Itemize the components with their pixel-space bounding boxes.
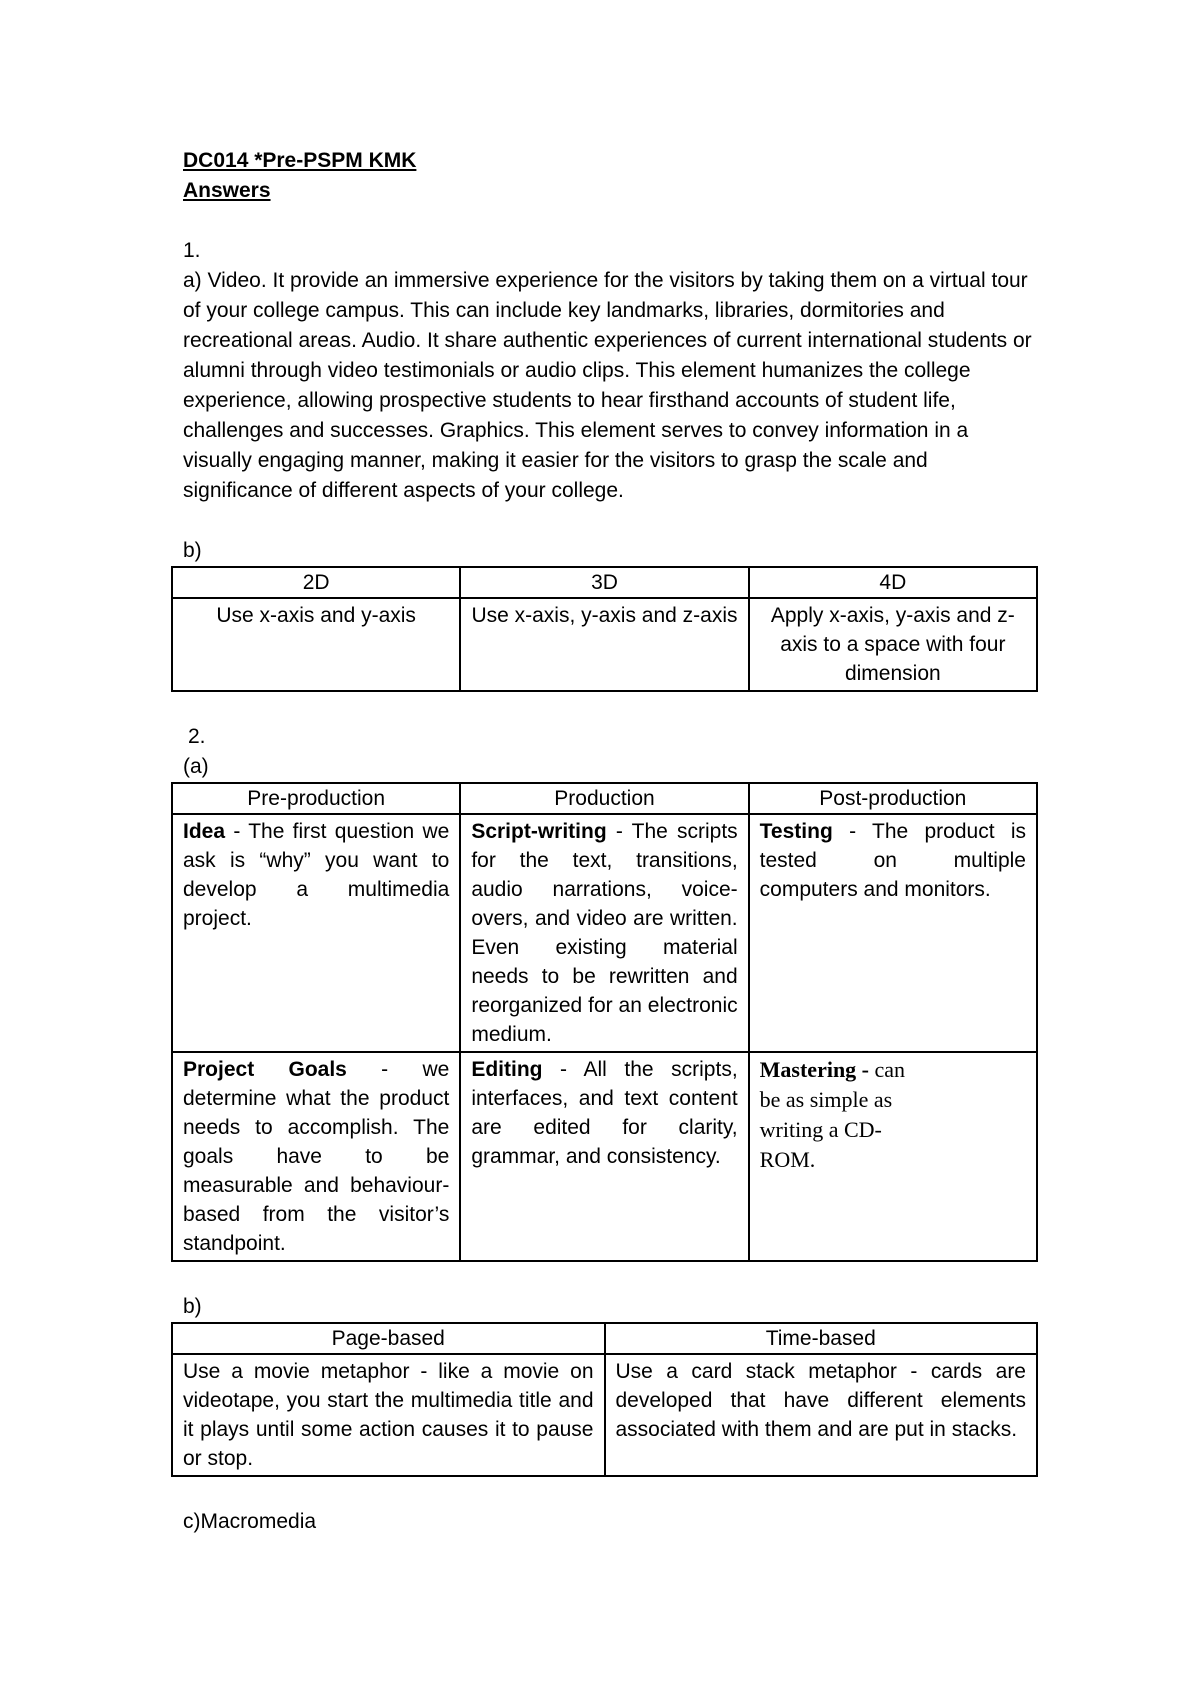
cell-3d: Use x-axis, y-axis and z-axis [460,598,748,691]
cell-project-goals [172,1052,460,1261]
question-1-number: 1. [183,239,201,262]
question-2a-label: (a) [183,755,209,778]
cell-testing [749,814,1037,1052]
question-2c-answer: c)Macromedia [183,1510,317,1533]
header-2d: 2D [172,567,460,598]
header-post-production: Post-production [749,783,1037,814]
cell-idea [172,814,460,1052]
header-page-based: Page-based [172,1323,605,1354]
term-script-writing: Script-writing [471,820,607,843]
production-stages-table [171,782,1038,1262]
header-pre-production: Pre-production [172,783,460,814]
term-testing: Testing [759,820,833,843]
term-editing: Editing [471,1058,543,1081]
cell-4d: Apply x-axis, y-axis and z-axis to a space with four dimension [749,598,1037,691]
desc-project-goals: - we determine what the product needs to accomplish. The goals have to be measurable and behaviour-based from the visitor’s standpoint. [183,1058,450,1255]
header-4d: 4D [749,567,1037,598]
cell-page-based: Use a movie metaphor - like a movie on videotape, you start the multimedia title and it plays until some action causes it to pause or stop. [172,1354,605,1476]
question-1b-label: b) [183,539,202,562]
authoring-metaphor-table [171,1322,1038,1477]
doc-subtitle: Answers [183,179,271,202]
cell-time-based: Use a card stack metaphor - cards are developed that have different elements associated with them and are put in stacks. [605,1354,1038,1476]
question-2b-label: b) [183,1295,202,1318]
question-1a-answer: a) Video. It provide an immersive experience for the visitors by taking them on a virtual tour of your college campus. This can include key landmarks, libraries, dormitories and recreational areas. Audio. It share authentic experiences of current international students or alumni through video testimonials or audio clips. This element humanizes the college experience, allowing prospective students to hear firsthand accounts of student life, challenges and successes. Graphics. This element serves to convey information in a visually engaging manner, making it easier for the visitors to grasp the scale and significance of different aspects of your college. [183,269,1032,502]
cell-editing [460,1052,748,1261]
question-2-number: 2. [188,725,206,748]
term-idea: Idea [183,820,226,843]
desc-script-writing: - The scripts for the text, transitions, audio narrations, voice-overs, and video are written. Even existing material needs to be rewritten and reorganized for an electronic medium. [471,820,738,1046]
desc-idea: - The first question we ask is “why” you want to develop a multimedia project. [183,820,450,930]
cell-script-writing [460,814,748,1052]
desc-testing: - The product is tested on multiple computers and monitors. [759,820,1026,901]
header-3d: 3D [460,567,748,598]
document-page [183,146,1038,1537]
header-production: Production [460,783,748,814]
cell-2d: Use x-axis and y-axis [172,598,460,691]
term-mastering: Mastering - [759,1057,870,1082]
doc-title: DC014 *Pre-PSPM KMK [183,149,417,172]
desc-mastering: can be as simple as writing a CD-ROM. [759,1057,906,1172]
header-time-based: Time-based [605,1323,1038,1354]
cell-mastering [749,1052,1037,1261]
term-project-goals: Project Goals [183,1058,347,1081]
desc-editing: - All the scripts, interfaces, and text content are edited for clarity, grammar, and consistency. [471,1058,738,1168]
dimensions-table [171,566,1038,692]
